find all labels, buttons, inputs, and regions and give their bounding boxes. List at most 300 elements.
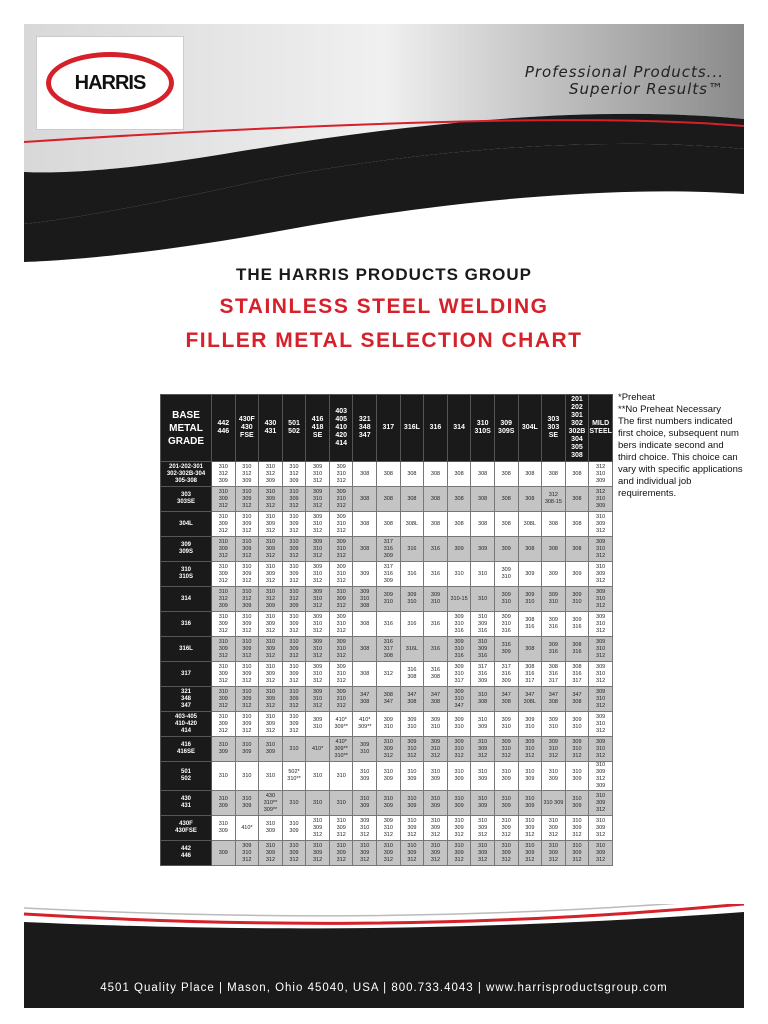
chart-title-line2: FILLER METAL SELECTION CHART bbox=[185, 329, 583, 352]
header-column: 309 309S bbox=[494, 395, 518, 462]
table-cell: 310 309 312 bbox=[329, 841, 353, 866]
table-cell: 310 309 312 bbox=[282, 841, 306, 866]
table-cell: 310 309 312 bbox=[212, 662, 236, 687]
table-cell: 310 309 312 bbox=[518, 816, 542, 841]
table-cell: 309 310 312 bbox=[494, 737, 518, 762]
table-cell: 308 bbox=[447, 487, 471, 512]
table-cell: 310 312 309 bbox=[282, 587, 306, 612]
table-row bbox=[161, 662, 613, 687]
table-cell: 310 309 312 bbox=[400, 841, 424, 866]
table-cell: 309 310 bbox=[377, 712, 401, 737]
logo-text: HARRIS bbox=[74, 71, 146, 94]
table-cell: 309 310 312 bbox=[329, 462, 353, 487]
table-cell: 310 bbox=[306, 762, 330, 791]
table-cell: 310 309 bbox=[565, 791, 589, 816]
header-column: 321 348 347 bbox=[353, 395, 377, 462]
table-cell: 310 312 309 bbox=[235, 462, 259, 487]
row-header: 430F 430FSE bbox=[161, 816, 212, 841]
table-cell: 347 308 bbox=[424, 687, 448, 712]
table-cell: 309 310 bbox=[542, 587, 566, 612]
table-row bbox=[161, 612, 613, 637]
table-cell: 310 309 312 bbox=[235, 512, 259, 537]
table-cell: 310 309 312 bbox=[235, 487, 259, 512]
table-row bbox=[161, 762, 613, 791]
table-cell: 317 316 309 bbox=[377, 537, 401, 562]
table-cell: 309 310 312 bbox=[306, 487, 330, 512]
note-preheat: *Preheat bbox=[618, 392, 655, 403]
header-column: 316L bbox=[400, 395, 424, 462]
table-cell: 317 316 309 bbox=[494, 662, 518, 687]
table-cell: 316 bbox=[400, 562, 424, 587]
table-cell: 309 310 312 bbox=[306, 462, 330, 487]
table-cell: 310 309 312 bbox=[589, 791, 613, 816]
table-cell: 309 310 312 bbox=[589, 737, 613, 762]
table-cell: 308 bbox=[424, 487, 448, 512]
table-cell: 310 309 bbox=[212, 737, 236, 762]
table-cell: 308 bbox=[542, 462, 566, 487]
table-cell: 310 312 309 bbox=[259, 587, 283, 612]
harris-logo bbox=[36, 36, 184, 130]
table-cell: 310 309 312 bbox=[400, 816, 424, 841]
row-header: 317 bbox=[161, 662, 212, 687]
table-cell: 310 309 312 bbox=[259, 512, 283, 537]
table-cell: 309 310 312 bbox=[306, 562, 330, 587]
table-cell: 310 309 bbox=[235, 791, 259, 816]
table-cell: 308 316 bbox=[518, 612, 542, 637]
table-cell: 309 310 316 bbox=[447, 637, 471, 662]
table-row bbox=[161, 737, 613, 762]
header-column: 316 bbox=[424, 395, 448, 462]
table-cell: 310 309 312 bbox=[212, 687, 236, 712]
table-cell: 309 310 312 bbox=[542, 737, 566, 762]
table-cell: 309 310 312 bbox=[424, 737, 448, 762]
table-cell: 308 316 317 bbox=[565, 662, 589, 687]
logo-oval bbox=[46, 52, 174, 114]
table-cell: 309 310 312 bbox=[589, 662, 613, 687]
table-cell: 308 316 bbox=[565, 637, 589, 662]
table-cell: 410* bbox=[306, 737, 330, 762]
table-cell: 316L bbox=[400, 637, 424, 662]
header-column: 303 303 SE bbox=[542, 395, 566, 462]
table-cell: 309 310 312 bbox=[329, 637, 353, 662]
table-cell: 316 bbox=[400, 537, 424, 562]
table-cell: 310 309 312 bbox=[212, 612, 236, 637]
table-cell: 308 bbox=[565, 512, 589, 537]
table-cell: 310 309 312 bbox=[259, 687, 283, 712]
table-cell: 310 309 312 bbox=[212, 512, 236, 537]
table-cell: 316 bbox=[400, 612, 424, 637]
table-cell: 310 312 309 bbox=[212, 462, 236, 487]
table-cell: 310 bbox=[259, 762, 283, 791]
row-header: 201-202-301 302-302B-304 305-308 bbox=[161, 462, 212, 487]
table-cell: 347 308 bbox=[542, 687, 566, 712]
table-cell: 310 309 bbox=[235, 737, 259, 762]
table-cell: 310 309 312 bbox=[235, 562, 259, 587]
table-cell: 308 bbox=[494, 487, 518, 512]
table-cell: 310 309 312 bbox=[259, 537, 283, 562]
header-column: 442 446 bbox=[212, 395, 236, 462]
table-cell: 310 309 bbox=[424, 791, 448, 816]
header-column: 403 405 410 420 414 bbox=[329, 395, 353, 462]
row-header: 316L bbox=[161, 637, 212, 662]
table-cell: 310 309 312 bbox=[282, 637, 306, 662]
title-block bbox=[24, 264, 744, 353]
table-cell: 309 310 308 bbox=[353, 587, 377, 612]
table-cell: 309 310 bbox=[518, 712, 542, 737]
table-cell: 310 309 bbox=[471, 712, 495, 737]
notes-panel bbox=[618, 392, 743, 500]
table-cell: 308 bbox=[424, 512, 448, 537]
table-cell: 310 bbox=[329, 791, 353, 816]
table-cell: 310 309 bbox=[259, 737, 283, 762]
table-cell: 309 310 bbox=[494, 562, 518, 587]
header-column: 317 bbox=[377, 395, 401, 462]
table-cell: 310 309 312 bbox=[212, 487, 236, 512]
table-cell: 310 bbox=[282, 791, 306, 816]
table-cell: 310 309 312 bbox=[259, 662, 283, 687]
table-cell: 310 309 312 bbox=[447, 816, 471, 841]
table-cell: 310 309 312 bbox=[282, 662, 306, 687]
table-cell: 310 309 bbox=[471, 762, 495, 791]
table-cell: 310 308 bbox=[471, 687, 495, 712]
table-cell: 310 309 312 bbox=[282, 537, 306, 562]
table-cell: 312 bbox=[377, 662, 401, 687]
table-row bbox=[161, 487, 613, 512]
table-cell: 309 310 347 bbox=[447, 687, 471, 712]
table-cell: 310 309 bbox=[447, 791, 471, 816]
row-header: 314 bbox=[161, 587, 212, 612]
table-cell: 310 309 312 bbox=[212, 712, 236, 737]
table-cell: 310 309 312 bbox=[471, 737, 495, 762]
table-cell: 309 310 312 bbox=[306, 612, 330, 637]
table-cell: 309 310 316 bbox=[447, 612, 471, 637]
table-cell: 308 bbox=[518, 537, 542, 562]
table-cell: 310 309 312 bbox=[282, 487, 306, 512]
table-cell: 310 bbox=[282, 737, 306, 762]
table-cell: 309 310 312 bbox=[518, 737, 542, 762]
table-cell: 308 bbox=[353, 512, 377, 537]
table-cell: 310 309 312 bbox=[424, 816, 448, 841]
table-cell: 310 309 316 bbox=[471, 612, 495, 637]
table-cell: 310 309 312 bbox=[235, 612, 259, 637]
table-cell: 310 309 bbox=[212, 791, 236, 816]
table-cell: 309 310 bbox=[565, 587, 589, 612]
row-header: 309 309S bbox=[161, 537, 212, 562]
header-column: 430F 430 FSE bbox=[235, 395, 259, 462]
table-cell: 308 bbox=[565, 487, 589, 512]
table-cell: 309 310 312 bbox=[589, 687, 613, 712]
table-cell: 309 316 bbox=[565, 612, 589, 637]
table-cell: 410* bbox=[235, 816, 259, 841]
table-cell: 308 bbox=[353, 637, 377, 662]
table-row bbox=[161, 512, 613, 537]
table-cell: 310 309 312 bbox=[212, 562, 236, 587]
header-column: 201 202 301 302 302B 304 305 308 bbox=[565, 395, 589, 462]
table-cell: 309 310 312 bbox=[329, 512, 353, 537]
table-cell: 309 310 312 bbox=[400, 737, 424, 762]
table-cell: 310 bbox=[212, 762, 236, 791]
table-cell: 502* 310** bbox=[282, 762, 306, 791]
table-cell: 310 309 312 bbox=[447, 841, 471, 866]
table-row bbox=[161, 562, 613, 587]
table-cell: 310 309 312 bbox=[589, 562, 613, 587]
table-cell: 310-15 bbox=[447, 587, 471, 612]
table-cell: 308 bbox=[542, 537, 566, 562]
table-cell: 310 309 312 309 bbox=[589, 762, 613, 791]
table-cell: 310 309 312 bbox=[377, 737, 401, 762]
table-cell: 309 310 bbox=[518, 587, 542, 612]
table-row bbox=[161, 816, 613, 841]
table-cell: 309 310 317 bbox=[447, 662, 471, 687]
table-cell: 410* 309** 310** bbox=[329, 737, 353, 762]
table-cell: 309 310 312 bbox=[565, 737, 589, 762]
table-cell: 310 309 312 bbox=[589, 816, 613, 841]
row-header: 501 502 bbox=[161, 762, 212, 791]
table-row bbox=[161, 687, 613, 712]
table-cell: 316 308 bbox=[424, 662, 448, 687]
table-cell: 308 bbox=[494, 512, 518, 537]
table-cell: 308L bbox=[518, 512, 542, 537]
header-column: 304L bbox=[518, 395, 542, 462]
table-cell: 316 308 bbox=[400, 662, 424, 687]
table-cell: 308 bbox=[377, 487, 401, 512]
selection-chart bbox=[160, 394, 613, 866]
table-cell: 309 310 bbox=[565, 712, 589, 737]
table-cell: 310 309 bbox=[494, 762, 518, 791]
table-cell: 310 309 bbox=[424, 762, 448, 791]
table-cell: 308 bbox=[471, 487, 495, 512]
row-header: 310 310S bbox=[161, 562, 212, 587]
table-cell: 310 309 312 bbox=[353, 841, 377, 866]
table-row bbox=[161, 587, 613, 612]
table-cell: 310 309 312 bbox=[329, 816, 353, 841]
table-cell: 309 310 312 bbox=[377, 816, 401, 841]
table-cell: 310 309 312 bbox=[542, 841, 566, 866]
table-cell: 308 bbox=[518, 462, 542, 487]
table-cell: 309 316 bbox=[542, 612, 566, 637]
header-column: MILD STEEL bbox=[589, 395, 613, 462]
table-cell: 310 bbox=[471, 587, 495, 612]
table-cell: 310 309 312 bbox=[282, 612, 306, 637]
table-cell: 310 309 312 bbox=[306, 841, 330, 866]
table-cell: 310 309 312 bbox=[282, 687, 306, 712]
table-cell: 310 312 309 bbox=[259, 462, 283, 487]
table-cell: 310 309 312 bbox=[329, 587, 353, 612]
table-cell: 310 309 312 bbox=[306, 816, 330, 841]
table-cell: 308 bbox=[353, 662, 377, 687]
table-cell: 310 309 312 bbox=[282, 562, 306, 587]
table-cell: 308 bbox=[542, 512, 566, 537]
table-cell: 308 347 bbox=[377, 687, 401, 712]
table-cell: 309 310 312 bbox=[306, 537, 330, 562]
table-cell: 308 bbox=[518, 487, 542, 512]
chart-title-line1: STAINLESS STEEL WELDING bbox=[219, 295, 549, 318]
table-cell: 312 310 309 bbox=[589, 487, 613, 512]
table-cell: 309 310 312 bbox=[329, 537, 353, 562]
table-cell: 308 bbox=[565, 462, 589, 487]
table-cell: 310 309 312 bbox=[424, 841, 448, 866]
table-cell: 316 317 308 bbox=[377, 637, 401, 662]
table-cell: 310 bbox=[329, 762, 353, 791]
row-header: 303 303SE bbox=[161, 487, 212, 512]
table-cell: 309 bbox=[353, 562, 377, 587]
note-no-preheat: **No Preheat Necessary bbox=[618, 404, 721, 415]
table-cell: 310 309 bbox=[353, 791, 377, 816]
table-cell: 310 309 312 bbox=[235, 637, 259, 662]
table-cell: 310 309 312 bbox=[235, 687, 259, 712]
table-cell: 308 bbox=[447, 512, 471, 537]
table-cell: 310 309 312 bbox=[212, 537, 236, 562]
table-cell: 310 309 bbox=[542, 791, 566, 816]
note-explanation: The first numbers indicated first choice, subsequent num bers indicate second and third choice. This choice can vary with specific applications and individual job requirements. bbox=[618, 416, 743, 499]
table-cell: 310 309 bbox=[400, 762, 424, 791]
table-cell: 310 312 309 bbox=[235, 587, 259, 612]
table-cell: 310 309 bbox=[494, 791, 518, 816]
table-cell: 310 312 309 bbox=[212, 587, 236, 612]
table-cell: 316 bbox=[377, 612, 401, 637]
table-cell: 308 bbox=[353, 612, 377, 637]
row-header: 403-405 410-420 414 bbox=[161, 712, 212, 737]
table-cell: 309 310 312 bbox=[589, 537, 613, 562]
table-cell: 310 309 bbox=[353, 762, 377, 791]
table-cell: 309 310 312 bbox=[589, 712, 613, 737]
table-cell: 310 309 312 bbox=[259, 841, 283, 866]
table-cell: 310 309 bbox=[542, 762, 566, 791]
table-cell: 310 bbox=[471, 562, 495, 587]
table-cell: 309 310 312 bbox=[306, 687, 330, 712]
table-cell: 309 310 bbox=[424, 712, 448, 737]
table-cell: 308 bbox=[353, 487, 377, 512]
table-cell: 308 bbox=[494, 462, 518, 487]
table-cell: 309 310 312 bbox=[306, 587, 330, 612]
header-column: 430 431 bbox=[259, 395, 283, 462]
table-cell: 309 310 312 bbox=[306, 662, 330, 687]
row-header: 430 431 bbox=[161, 791, 212, 816]
table-cell: 308 bbox=[400, 487, 424, 512]
filler-metal-table bbox=[160, 394, 613, 866]
table-cell: 308 bbox=[565, 537, 589, 562]
table-cell: 310 309 bbox=[471, 791, 495, 816]
table-cell: 310 309 312 bbox=[259, 562, 283, 587]
table-cell: 310 309 312 bbox=[542, 816, 566, 841]
table-cell: 347 308 bbox=[353, 687, 377, 712]
table-cell: 310 309 312 bbox=[494, 816, 518, 841]
table-cell: 308 bbox=[377, 462, 401, 487]
table-cell: 310 309 312 bbox=[282, 512, 306, 537]
table-cell: 310 309 bbox=[377, 791, 401, 816]
table-cell: 316 309 bbox=[494, 637, 518, 662]
table-cell: 309 310 312 bbox=[306, 512, 330, 537]
header-column: 501 502 bbox=[282, 395, 306, 462]
table-cell: 309 316 bbox=[542, 637, 566, 662]
table-row bbox=[161, 537, 613, 562]
table-cell: 310 309 312 bbox=[565, 816, 589, 841]
table-row bbox=[161, 841, 613, 866]
table-cell: 410* 309** bbox=[353, 712, 377, 737]
table-cell: 310 309 312 bbox=[377, 841, 401, 866]
table-cell: 316 bbox=[424, 537, 448, 562]
table-cell: 308 bbox=[424, 462, 448, 487]
table-cell: 310 312 309 bbox=[282, 462, 306, 487]
table-cell: 312 310 309 bbox=[589, 462, 613, 487]
table-row bbox=[161, 712, 613, 737]
table-header-row bbox=[161, 395, 613, 462]
table-cell: 309 310 bbox=[353, 737, 377, 762]
table-cell: 310 309 312 bbox=[259, 487, 283, 512]
table-cell: 309 310 bbox=[542, 712, 566, 737]
row-header: 416 416SE bbox=[161, 737, 212, 762]
table-cell: 316 bbox=[424, 637, 448, 662]
table-cell: 310 309 312 bbox=[471, 841, 495, 866]
table-cell: 310 309 bbox=[282, 816, 306, 841]
table-cell: 309 bbox=[447, 537, 471, 562]
row-header: 321 348 347 bbox=[161, 687, 212, 712]
table-cell: 308 bbox=[400, 462, 424, 487]
table-cell: 310 309 312 bbox=[212, 637, 236, 662]
table-cell: 309 bbox=[518, 562, 542, 587]
table-row bbox=[161, 637, 613, 662]
table-cell: 310 309 bbox=[212, 816, 236, 841]
table-cell: 317 316 309 bbox=[377, 562, 401, 587]
table-cell: 310 309 312 bbox=[282, 712, 306, 737]
table-cell: 310 309 bbox=[400, 791, 424, 816]
table-cell: 309 310 312 bbox=[353, 816, 377, 841]
table-cell: 309 310 312 bbox=[329, 562, 353, 587]
row-header: 304L bbox=[161, 512, 212, 537]
table-cell: 308 bbox=[447, 462, 471, 487]
table-cell: 309 310 bbox=[400, 587, 424, 612]
table-cell: 347 308 bbox=[400, 687, 424, 712]
table-cell: 309 310 312 bbox=[306, 637, 330, 662]
header-base-metal-grade: BASE METAL GRADE bbox=[161, 395, 212, 462]
tagline-line2: Superior Results™ bbox=[568, 80, 724, 98]
table-cell: 310 309 bbox=[259, 816, 283, 841]
table-cell: 316 bbox=[424, 612, 448, 637]
header-column: 416 418 SE bbox=[306, 395, 330, 462]
table-cell: 309 310 bbox=[400, 712, 424, 737]
table-cell: 310 309 bbox=[518, 791, 542, 816]
table-cell: 309 310 bbox=[494, 587, 518, 612]
table-cell: 310 309 312 bbox=[589, 841, 613, 866]
table-cell: 310 309 bbox=[447, 762, 471, 791]
table-cell: 308 bbox=[471, 462, 495, 487]
footer-contact: 4501 Quality Place | Mason, Ohio 45040, USA | 800.733.4043 | www.harrisproductsgroup.com bbox=[100, 982, 668, 994]
table-cell: 310 309 316 bbox=[471, 637, 495, 662]
chart-page bbox=[24, 24, 744, 1008]
table-cell: 310 309 bbox=[565, 762, 589, 791]
table-cell: 309 310 312 bbox=[329, 487, 353, 512]
table-cell: 309 bbox=[212, 841, 236, 866]
row-header: 442 446 bbox=[161, 841, 212, 866]
table-cell: 308 bbox=[377, 512, 401, 537]
table-cell: 310 309 312 bbox=[259, 637, 283, 662]
table-cell: 310 bbox=[306, 791, 330, 816]
table-cell: 309 310 bbox=[306, 712, 330, 737]
table-cell: 310 309 312 bbox=[235, 662, 259, 687]
table-cell: 309 310 312 bbox=[329, 612, 353, 637]
table-cell: 309 bbox=[542, 562, 566, 587]
table-cell: 309 310 312 bbox=[589, 587, 613, 612]
table-cell: 308 bbox=[353, 462, 377, 487]
table-cell: 310 309 bbox=[377, 762, 401, 791]
table-cell: 316 bbox=[424, 562, 448, 587]
table-cell: 309 310 312 bbox=[235, 841, 259, 866]
table-cell: 310 309 312 bbox=[235, 712, 259, 737]
table-cell: 347 308 bbox=[565, 687, 589, 712]
table-cell: 309 310 bbox=[377, 587, 401, 612]
table-cell: 309 bbox=[471, 537, 495, 562]
table-cell: 308L bbox=[400, 512, 424, 537]
